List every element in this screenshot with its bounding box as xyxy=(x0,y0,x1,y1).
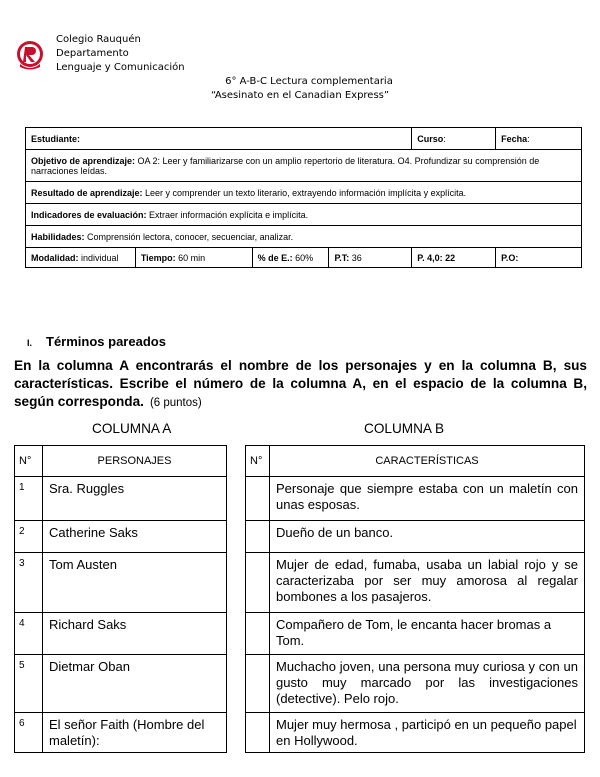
row-number: 3 xyxy=(15,553,43,613)
answer-blank[interactable] xyxy=(246,613,270,655)
section-heading xyxy=(27,334,166,349)
modality-label: Modalidad: xyxy=(31,252,79,263)
student-cell[interactable] xyxy=(26,128,412,150)
character-name: Richard Saks xyxy=(43,613,227,655)
book-title: “Asesinato en el Canadian Express” xyxy=(210,90,390,101)
skills-text: Comprensión lectora, conocer, secuenciar, analizar. xyxy=(84,231,294,242)
school-logo xyxy=(16,40,44,70)
instructions xyxy=(14,357,587,412)
column-b-num-header: N° xyxy=(246,446,270,477)
answer-blank[interactable] xyxy=(246,713,270,753)
table-row xyxy=(246,613,585,655)
school-info xyxy=(56,33,185,75)
objective-text: OA 2: Leer y familiarizarse con un amplio repertorio de literatura. O4. Profundizar su comprensión de narraciones leídas. xyxy=(31,155,540,176)
column-b-header: CARACTERÍSTICAS xyxy=(270,446,585,477)
column-a-header: PERSONAJES xyxy=(43,446,227,477)
objective-label: Objetivo de aprendizaje: xyxy=(31,155,136,166)
characteristic-text: Muchacho joven, una persona muy curiosa y con un gusto muy marcado por las investigaciones (detective). Pelo rojo. xyxy=(270,655,585,713)
characteristic-text: Compañero de Tom, le encanta hacer bromas a Tom. xyxy=(270,613,585,655)
modality-value: individual xyxy=(78,252,119,263)
subject: Lenguaje y Comunicación xyxy=(56,62,185,73)
answer-blank[interactable] xyxy=(246,477,270,521)
table-row xyxy=(15,713,227,753)
table-row xyxy=(246,713,585,753)
time-cell xyxy=(135,248,252,268)
pct-value: 60% xyxy=(292,252,314,263)
table-row xyxy=(246,477,585,521)
table-row xyxy=(246,521,585,553)
course-label: Curso xyxy=(417,133,444,144)
table-row xyxy=(15,521,227,553)
characteristic-text: Mujer muy hermosa , participó en un pequeño papel en Hollywood. xyxy=(270,713,585,753)
student-label: Estudiante: xyxy=(31,133,81,144)
pct-label: % de E.: xyxy=(257,252,293,263)
po-cell[interactable] xyxy=(496,248,582,268)
answer-blank[interactable] xyxy=(246,521,270,553)
table-row xyxy=(15,477,227,521)
pt-cell xyxy=(329,248,412,268)
character-name: El señor Faith (Hombre del maletín): xyxy=(43,713,227,753)
row-number: 4 xyxy=(15,613,43,655)
course-line: 6° A-B-C Lectura complementaria xyxy=(225,76,393,87)
table-row xyxy=(15,553,227,613)
pt-label: P.T: xyxy=(334,252,350,263)
date-label: Fecha xyxy=(501,133,528,144)
modality-cell xyxy=(26,248,136,268)
indicators-row xyxy=(26,204,582,226)
row-number: 2 xyxy=(15,521,43,553)
pct-cell xyxy=(252,248,329,268)
column-a-table xyxy=(14,445,227,753)
skills-label: Habilidades: xyxy=(31,231,85,242)
result-row xyxy=(26,182,582,204)
character-name: Tom Austen xyxy=(43,553,227,613)
course-heading xyxy=(0,75,600,103)
result-label: Resultado de aprendizaje: xyxy=(31,187,143,198)
indicators-label: Indicadores de evaluación: xyxy=(31,209,147,220)
row-number: 6 xyxy=(15,713,43,753)
answer-blank[interactable] xyxy=(246,655,270,713)
department: Departamento xyxy=(56,48,129,59)
p40-label: P. 4,0: 22 xyxy=(417,252,456,263)
characteristic-text: Mujer de edad, fumaba, usaba un labial rojo y se caracterizaba por ser muy amorosa al regalar bombones a los pasajeros. xyxy=(270,553,585,613)
characteristic-text: Personaje que siempre estaba con un maletín con unas esposas. xyxy=(270,477,585,521)
course-cell[interactable]: Curso: xyxy=(412,128,496,150)
character-name: Catherine Saks xyxy=(43,521,227,553)
table-row xyxy=(15,655,227,713)
po-label: P.O: xyxy=(501,252,519,263)
characteristic-text: Dueño de un banco. xyxy=(270,521,585,553)
indicators-text: Extraer información explícita e implícita. xyxy=(146,209,309,220)
instructions-text: En la columna A encontrarás el nombre de los personajes y en la columna B, sus características. Escribe el número de la columna A, en el espacio de la columna B, según corresponda. xyxy=(14,358,587,409)
result-text: Leer y comprender un texto literario, extrayendo información implícita y explícita. xyxy=(142,187,467,198)
answer-blank[interactable] xyxy=(246,553,270,613)
table-row xyxy=(246,655,585,713)
time-value: 60 min xyxy=(175,252,206,263)
column-b-title: COLUMNA B xyxy=(364,421,445,436)
table-row xyxy=(246,553,585,613)
character-name: Dietmar Oban xyxy=(43,655,227,713)
info-table xyxy=(25,127,582,268)
skills-row xyxy=(26,226,582,248)
column-a-num-header: N° xyxy=(15,446,43,477)
column-a-title: COLUMNA A xyxy=(92,421,172,436)
section-title: Términos pareados xyxy=(46,334,166,349)
objective-row xyxy=(26,150,582,182)
character-name: Sra. Ruggles xyxy=(43,477,227,521)
pt-value: 36 xyxy=(349,252,362,263)
section-number: I. xyxy=(27,338,33,348)
row-number: 1 xyxy=(15,477,43,521)
table-row xyxy=(15,613,227,655)
row-number: 5 xyxy=(15,655,43,713)
points: (6 puntos) xyxy=(149,397,202,409)
time-label: Tiempo: xyxy=(140,252,176,263)
date-cell[interactable]: Fecha: xyxy=(496,128,582,150)
p40-cell xyxy=(412,248,496,268)
school-name: Colegio Rauquén xyxy=(56,34,141,45)
column-b-table xyxy=(245,445,585,753)
